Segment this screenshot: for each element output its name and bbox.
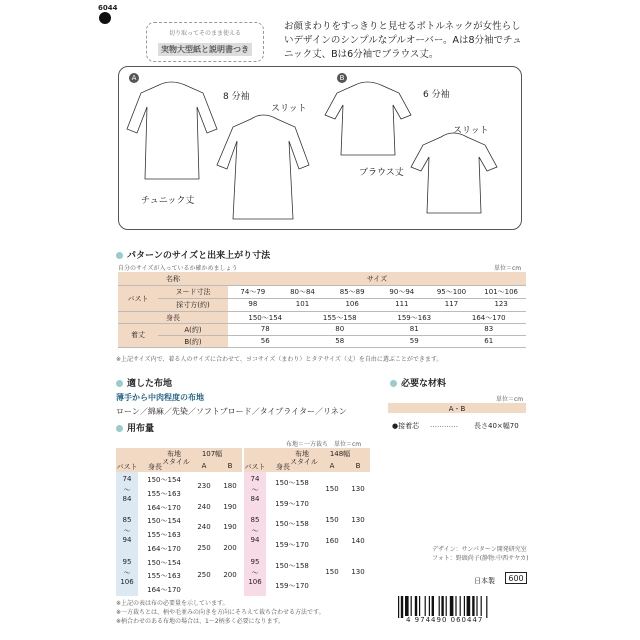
yardage-table-148 [244, 448, 370, 596]
divider [158, 335, 526, 336]
finished-value: 123 [494, 300, 508, 308]
tunic-back-drawing [127, 82, 217, 179]
divider [118, 323, 526, 324]
t1-height-value: 150〜154 [147, 517, 181, 526]
t2-bust-value: 95 [250, 557, 260, 566]
nude-value: 74〜79 [240, 288, 266, 296]
t2-height-value: 159〜170 [275, 499, 309, 508]
t2-style: スタイル [290, 458, 318, 466]
t2-b: B [355, 462, 361, 470]
finished-value: 101 [295, 300, 310, 308]
bullet-icon [390, 380, 397, 387]
t2-b-value: 130 [351, 485, 365, 494]
materials-head: A・B [448, 405, 466, 413]
materials-section-title [390, 376, 446, 389]
a-length-label: A(約) [184, 326, 202, 334]
t2-bust: バスト [244, 463, 266, 471]
yardage-section-title [116, 421, 154, 434]
height-value: 155〜158 [322, 314, 357, 322]
t1-height-value: 150〜154 [147, 558, 181, 567]
materials-title-text: 必要な材料 [401, 379, 447, 389]
b-length-label: B(約) [184, 338, 202, 346]
size-unit: 単位＝cm [494, 265, 522, 272]
a-length-value: 80 [335, 325, 345, 333]
t1-height-value: 155〜163 [147, 531, 181, 540]
label-a-sleeve: 8 分袖 [223, 92, 250, 102]
size-title-text: パターンのサイズと出来上がり寸法 [127, 251, 271, 261]
divider [118, 285, 526, 286]
finished-label: 採寸方(約) [176, 301, 210, 309]
marker-a-icon: A [129, 73, 139, 83]
t2-bust-value: 106 [248, 577, 262, 586]
t1-bust-value: 106 [120, 577, 134, 586]
height-value: 150〜154 [248, 314, 283, 322]
t2-b-value: 140 [351, 537, 365, 545]
t1-height-value: 150〜154 [147, 476, 181, 484]
t1-height: 身長 [148, 463, 162, 471]
t1-style: スタイル [162, 458, 190, 466]
nude-label: ヌード寸法 [175, 288, 211, 296]
t2-height-value: 150〜158 [275, 520, 309, 529]
t1-bust: バスト [116, 463, 138, 471]
t1-height-value: 164〜170 [147, 586, 181, 595]
t2-bust-value: 84 [250, 495, 260, 503]
t1-bust-value: 95 [122, 557, 132, 566]
fabric-title-text: 適した布地 [127, 379, 173, 389]
t1-b-value: 190 [223, 523, 237, 532]
b-length-value: 61 [484, 337, 494, 345]
t2-a-value: 160 [325, 537, 339, 545]
fabric-sub: 薄手から中肉程度の布地 [116, 393, 204, 402]
a-length-value: 78 [260, 325, 270, 333]
materials-dots: ………… [430, 421, 458, 429]
t1-height-value: 155〜163 [147, 572, 181, 581]
tunic-front-drawing [217, 115, 309, 219]
t1-bust-value: 84 [122, 495, 132, 503]
t1-b-value: 180 [223, 481, 237, 490]
yardage-note-1: ※上記の表は布の必要量を示しています。 [116, 600, 229, 607]
t1-bust-value: 94 [122, 536, 132, 545]
credit-photo: フォト：野頭尚子(静物:中西サヤカ) [432, 555, 529, 562]
bust-label: バスト [127, 295, 149, 303]
blouse-front-drawing [411, 133, 497, 213]
t1-b-value: 200 [223, 543, 237, 552]
t1-a-value: 250 [197, 571, 211, 580]
t2-height-value: 150〜158 [275, 479, 309, 487]
fabric-list: ローン／綿麻／先染／ソフトブロード／タイプライター／リネン [116, 407, 347, 416]
t1-a-value: 250 [197, 543, 211, 552]
t2-height: 身長 [276, 463, 290, 471]
t2-fabric: 布地 [295, 450, 309, 458]
yardage-note-2: ※一方裁ちとは、柄や毛並みの向きを方向にそろえて裁ち合わせる方法です。 [116, 609, 325, 616]
made-in: 日本製 [474, 577, 495, 585]
t2-bust-value: 〜 [251, 527, 259, 536]
finished-value: 98 [248, 300, 258, 308]
b-length-value: 58 [335, 337, 345, 345]
label-b-sleeve: 6 分袖 [423, 90, 450, 100]
size-note-bottom: ※上記サイズ内で、着る人のサイズに合わせて、ヨコサイズ（まわり）とタテサイズ（丈）を自由に選ぶことができます。 [116, 356, 443, 363]
bullet-icon [116, 425, 123, 432]
h-size: サイズ [366, 275, 388, 283]
nude-value: 85〜89 [339, 288, 365, 296]
length-label: 着丈 [131, 331, 145, 339]
t2-a-value: 150 [325, 516, 339, 525]
t2-height-value: 159〜170 [275, 582, 309, 591]
t1-bust-value: 〜 [123, 568, 131, 577]
t2-bust-value: 〜 [251, 568, 259, 577]
materials-item: ●接着芯 [392, 422, 420, 430]
height-label: 身長 [166, 314, 180, 322]
b-length-value: 56 [260, 337, 270, 345]
t2-b-value: 130 [351, 516, 365, 525]
credit-design: デザイン：サンパターン開発研究室 [432, 546, 527, 553]
t1-height-value: 155〜163 [147, 489, 181, 498]
t1-a-value: 240 [197, 502, 211, 511]
nude-value: 90〜94 [389, 288, 415, 296]
label-b-length: ブラウス丈 [359, 168, 404, 178]
divider [118, 311, 526, 312]
t1-b-value: 200 [223, 571, 237, 580]
label-a-length: チュニック丈 [141, 196, 195, 206]
finished-value: 106 [345, 300, 359, 308]
t1-width: 107幅 [201, 450, 223, 458]
materials-unit: 単位＝cm [496, 396, 524, 403]
barcode-number: 4 974490 060447 [406, 616, 484, 624]
t1-fabric: 布地 [167, 450, 181, 458]
yardage-note-3: ※柄合わせのある布地の場合は、1〜2柄多く必要になります。 [116, 618, 285, 625]
size-note-top: 自分のサイズが入っているか確かめましょう [118, 265, 238, 272]
b-length-value: 59 [409, 337, 419, 345]
nude-value: 80〜84 [290, 288, 315, 296]
yardage-table-107 [116, 448, 242, 596]
label-a-slit: スリット [271, 104, 307, 114]
t2-bust-value: 〜 [251, 486, 259, 494]
t1-bust-value: 85 [122, 516, 132, 525]
t1-height-value: 164〜170 [147, 503, 181, 512]
badge-line1: 切り取ってそのまま使える [168, 30, 241, 37]
t2-height-value: 159〜170 [275, 541, 309, 549]
marker-b-icon: B [337, 73, 347, 83]
nude-value: 101〜106 [484, 288, 519, 296]
garment-illustrations [119, 67, 523, 231]
yardage-note: 布地＝一方裁ち 単位＝cm [286, 441, 362, 448]
label-b-slit: スリット [453, 126, 489, 136]
divider [118, 347, 526, 348]
t1-height-value: 164〜170 [147, 544, 181, 553]
t2-height-value: 150〜158 [275, 561, 309, 570]
materials-value: 長さ40×幅70 [474, 422, 519, 430]
a-length-value: 81 [409, 325, 419, 333]
t2-bust-value: 85 [250, 516, 260, 525]
bullet-icon [116, 252, 123, 259]
height-value: 159〜163 [397, 314, 432, 322]
h-name: 名称 [166, 275, 180, 283]
t1-a: A [201, 462, 207, 470]
size-section-title [116, 248, 270, 261]
price: 600 [505, 572, 527, 584]
t1-bust-value: 74 [122, 475, 132, 483]
t1-a-value: 230 [197, 481, 211, 490]
t2-width: 148幅 [329, 450, 351, 458]
yardage-title-text: 用布量 [127, 424, 155, 434]
t2-b-value: 130 [351, 568, 365, 576]
t2-bust-value: 74 [250, 475, 260, 483]
height-value: 164〜170 [471, 314, 506, 322]
illustration-frame [118, 66, 522, 230]
t2-bust-value: 94 [250, 536, 260, 545]
badge-line2: 実物大型紙と説明書つき [158, 43, 252, 56]
product-code: 6044 [98, 4, 118, 12]
t2-a-value: 150 [325, 568, 339, 576]
t1-bust-value: 〜 [123, 527, 131, 536]
nude-value: 95〜100 [436, 288, 467, 296]
bullet-icon [116, 380, 123, 387]
brand-circle-icon [99, 12, 111, 24]
fabric-section-title [116, 376, 172, 389]
t1-bust-value: 〜 [123, 486, 131, 494]
intro-text: お顔まわりをすっきりと見せるボトルネックが女性らしいデザインのシンプルなプルオーバー。Aは8分袖でチュニック丈、Bは6分袖でブラウス丈。 [284, 21, 522, 60]
t2-a: A [329, 462, 335, 470]
finished-value: 111 [395, 300, 409, 308]
t1-b-value: 190 [223, 502, 237, 511]
blouse-back-drawing [325, 82, 411, 155]
t2-a-value: 150 [325, 485, 339, 494]
divider [158, 298, 526, 299]
size-table [118, 272, 526, 348]
a-length-value: 83 [484, 325, 494, 333]
t1-a-value: 240 [197, 523, 211, 532]
finished-value: 117 [444, 300, 459, 308]
t1-b: B [227, 462, 233, 470]
pattern-badge [146, 22, 264, 62]
